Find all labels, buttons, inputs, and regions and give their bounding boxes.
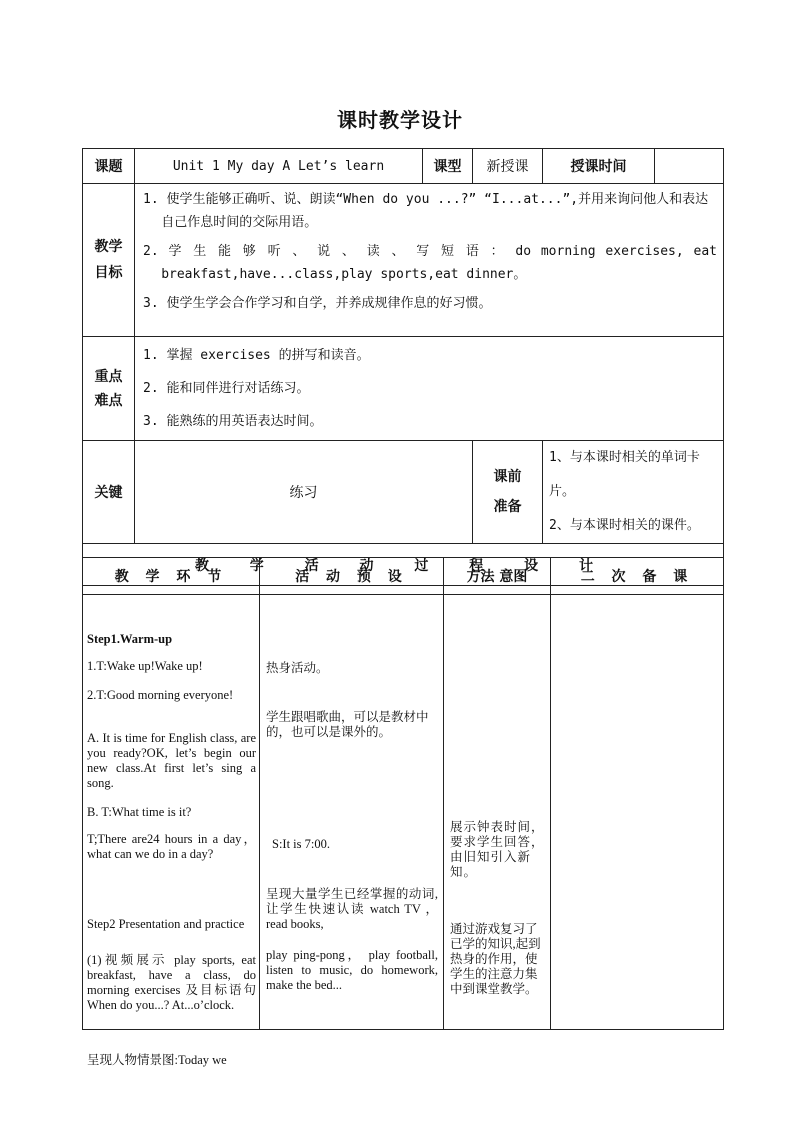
objective-item-3: 3. 使学生学会合作学习和自学，并养成规律作息的好习惯。 [143,296,492,311]
step2-line2: 呈现人物情景图:Today we [87,1053,227,1067]
activity-table [82,557,724,1067]
topic-value: Unit 1 My day A Let’s learn [135,149,423,184]
keypoints-content [135,337,724,441]
step2-title: Step2 Presentation and practice [87,917,245,931]
keypoints-label [83,337,135,441]
activity-5: play ping-pong， play football, listen to music, do homework, make the bed... [266,948,438,992]
prep-item-2: 2、与本课时相关的课件。 [549,518,700,533]
methods-cell [444,595,551,1030]
step1-line2: 2.T:Good morning everyone! [87,688,234,702]
process-title: 教 学 活 动 过 程 设 计 [83,544,724,586]
column-header-activities: 活 动 预 设 [260,558,444,595]
prep-item-1: 1、与本课时相关的单词卡片。 [549,450,700,499]
steps-cell [83,595,260,1067]
step1-line3: A. It is time for English class, are you ready?OK, let’s begin our new class.At first let’s sing a song. [87,731,256,790]
step1-line5: T;There are24 hours in a day， what can we do in a day? [87,832,256,861]
column-header-review: 二 次 备 课 [551,558,724,595]
prep-label-1: 课前 [493,469,522,485]
objective-item-2: 2. 学 生 能 够 听 、 说 、 读 、 写 短 语 ： do morning exercises, eat breakfast,have...class,play sports,eat dinner。 [143,244,717,282]
step1-title: Step1.Warm-up [87,632,173,646]
time-label: 授课时间 [543,149,655,184]
step2-line1: (1)视频展示 play sports, eat breakfast, have a class, do morning exercises 及目标语句 When do you...? At...o’clock. [87,953,256,1012]
step1-line1: 1.T:Wake up!Wake up! [87,659,203,673]
activity-2: 学生跟唱歌曲，可以是教材中的，也可以是课外的。 [266,710,429,739]
method-2: 通过游戏复习了已学的知识,起到热身的作用，使学生的注意力集中到课堂教学。 [450,922,541,996]
keypoint-item-2: 2. 能和同伴进行对话练习。 [143,381,310,396]
objectives-label-1: 教学 [94,239,123,255]
prep-label [473,441,543,544]
info-table [82,148,724,586]
keypoint-item-3: 3. 能熟练的用英语表达时间。 [143,414,323,429]
column-header-steps: 教 学 环 节 [83,558,260,595]
column-header-methods: 方法 意图 [444,558,551,595]
objectives-label [83,184,135,337]
prep-content [543,441,724,544]
activity-3: S:It is 7:00. [272,837,330,851]
type-label: 课型 [423,149,473,184]
keypoint-item-1: 1. 掌握 exercises 的拼写和读音。 [143,348,370,363]
time-value [655,149,724,184]
objectives-label-2: 目标 [94,265,123,281]
key-value: 练习 [135,441,473,544]
activity-1: 热身活动。 [266,661,329,675]
key-label: 关键 [83,441,135,544]
method-1: 展示钟表时间，要求学生回答，由旧知引入新知。 [450,820,545,879]
activity-4: 呈现大量学生已经掌握的动词,让学生快速认读 watch TV ， read books, [266,887,438,931]
activities-cell [260,595,444,1030]
review-cell [551,595,724,1030]
objective-item-1: 1. 使学生能够正确听、说、朗读“When do you ...?” “I...at...”,并用来询问他人和表达自己作息时间的交际用语。 [143,192,709,230]
page-title: 课时教学设计 [337,108,463,132]
keypoints-label-1: 重点 [94,368,123,385]
topic-label: 课题 [83,149,135,184]
keypoints-label-2: 难点 [94,392,123,409]
prep-label-2: 准备 [493,499,522,515]
type-value: 新授课 [473,149,543,184]
step1-line4: B. T:What time is it? [87,805,192,819]
objectives-content [135,184,724,337]
